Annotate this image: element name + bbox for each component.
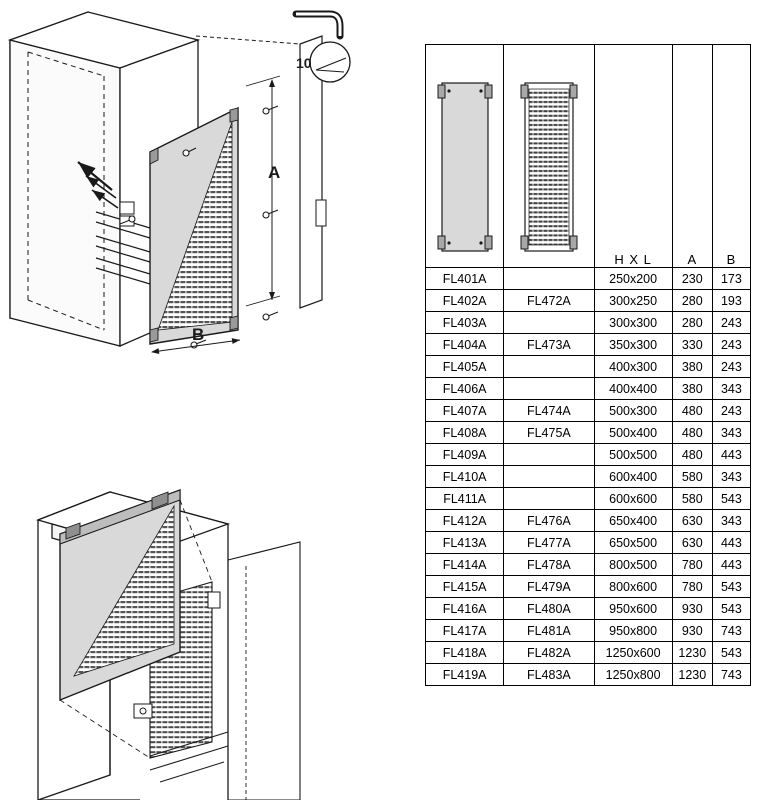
table-row[interactable] <box>426 598 751 620</box>
cell-ref1: FL407A <box>426 400 504 422</box>
cell-size: 500x500 <box>594 444 672 466</box>
cell-size: 800x500 <box>594 554 672 576</box>
label-dimension-a: A <box>268 163 281 182</box>
cell-size: 300x250 <box>594 290 672 312</box>
cell-ref1: FL408A <box>426 422 504 444</box>
header-b-label: B <box>712 45 750 268</box>
cell-ref1: FL416A <box>426 598 504 620</box>
cell-size: 650x400 <box>594 510 672 532</box>
cell-ref2 <box>504 268 594 290</box>
cell-b: 343 <box>712 466 750 488</box>
cell-ref2: FL483A <box>504 664 594 686</box>
cell-ref2: FL479A <box>504 576 594 598</box>
cell-ref2: FL475A <box>504 422 594 444</box>
cell-a: 280 <box>672 290 712 312</box>
cell-a: 780 <box>672 554 712 576</box>
cell-b: 343 <box>712 510 750 532</box>
cell-ref2: FL480A <box>504 598 594 620</box>
cell-size: 400x300 <box>594 356 672 378</box>
cell-size: 600x400 <box>594 466 672 488</box>
cell-size: 950x800 <box>594 620 672 642</box>
cell-ref2 <box>504 356 594 378</box>
cell-ref1: FL410A <box>426 466 504 488</box>
table-row[interactable] <box>426 400 751 422</box>
bottom-enclosure-illustration <box>38 490 300 800</box>
cell-size: 300x300 <box>594 312 672 334</box>
cell-size: 950x600 <box>594 598 672 620</box>
cell-size: 250x200 <box>594 268 672 290</box>
cell-b: 443 <box>712 532 750 554</box>
cell-size: 500x400 <box>594 422 672 444</box>
cell-ref2: FL476A <box>504 510 594 532</box>
cell-ref1: FL419A <box>426 664 504 686</box>
cell-a: 930 <box>672 598 712 620</box>
cell-b: 243 <box>712 356 750 378</box>
cell-ref2: FL477A <box>504 532 594 554</box>
cell-ref1: FL404A <box>426 334 504 356</box>
table-row[interactable] <box>426 466 751 488</box>
cell-a: 380 <box>672 356 712 378</box>
cell-b: 443 <box>712 444 750 466</box>
spec-table-container <box>425 44 755 686</box>
cell-size: 1250x600 <box>594 642 672 664</box>
table-row[interactable] <box>426 268 751 290</box>
cell-ref2 <box>504 312 594 334</box>
cell-a: 780 <box>672 576 712 598</box>
cell-size: 350x300 <box>594 334 672 356</box>
cell-ref2 <box>504 488 594 510</box>
label-dimension-b: B <box>192 325 205 344</box>
cell-b: 343 <box>712 378 750 400</box>
cell-a: 380 <box>672 378 712 400</box>
cell-a: 280 <box>672 312 712 334</box>
table-row[interactable] <box>426 356 751 378</box>
table-row[interactable] <box>426 422 751 444</box>
table-header-image-row <box>426 45 751 268</box>
angle-value-label: 10 <box>296 55 312 71</box>
cell-ref1: FL415A <box>426 576 504 598</box>
cell-b: 173 <box>712 268 750 290</box>
cell-size: 650x500 <box>594 532 672 554</box>
header-size-label: H X L <box>594 45 672 268</box>
cell-ref1: FL405A <box>426 356 504 378</box>
cell-ref1: FL406A <box>426 378 504 400</box>
table-row[interactable] <box>426 532 751 554</box>
cell-b: 243 <box>712 312 750 334</box>
cell-b: 243 <box>712 334 750 356</box>
table-row[interactable] <box>426 620 751 642</box>
table-row[interactable] <box>426 290 751 312</box>
plain-plate-svg <box>436 77 494 257</box>
cell-ref2: FL478A <box>504 554 594 576</box>
header-perforated-plate-cell <box>504 45 594 268</box>
cell-ref1: FL402A <box>426 290 504 312</box>
cell-b: 743 <box>712 620 750 642</box>
cell-ref2: FL481A <box>504 620 594 642</box>
table-row[interactable] <box>426 444 751 466</box>
cell-b: 543 <box>712 576 750 598</box>
cell-ref1: FL401A <box>426 268 504 290</box>
cell-ref1: FL413A <box>426 532 504 554</box>
cell-a: 480 <box>672 422 712 444</box>
table-row[interactable] <box>426 510 751 532</box>
cell-ref2: FL474A <box>504 400 594 422</box>
header-plain-plate-cell <box>426 45 504 268</box>
cell-size: 1250x800 <box>594 664 672 686</box>
cell-size: 400x400 <box>594 378 672 400</box>
cell-a: 480 <box>672 444 712 466</box>
table-row[interactable] <box>426 334 751 356</box>
cell-size: 600x600 <box>594 488 672 510</box>
cell-ref2 <box>504 466 594 488</box>
table-row[interactable] <box>426 664 751 686</box>
cell-ref1: FL412A <box>426 510 504 532</box>
cell-b: 543 <box>712 488 750 510</box>
cell-b: 243 <box>712 400 750 422</box>
cell-ref1: FL414A <box>426 554 504 576</box>
table-row[interactable] <box>426 488 751 510</box>
table-row[interactable] <box>426 312 751 334</box>
cell-a: 480 <box>672 400 712 422</box>
cell-ref2: FL482A <box>504 642 594 664</box>
cell-b: 343 <box>712 422 750 444</box>
cell-ref1: FL417A <box>426 620 504 642</box>
table-row[interactable] <box>426 576 751 598</box>
cell-a: 230 <box>672 268 712 290</box>
cell-ref2: FL473A <box>504 334 594 356</box>
cell-b: 443 <box>712 554 750 576</box>
table-row[interactable] <box>426 554 751 576</box>
cell-ref2: FL472A <box>504 290 594 312</box>
cell-b: 193 <box>712 290 750 312</box>
cell-ref2 <box>504 444 594 466</box>
table-row[interactable] <box>426 378 751 400</box>
cell-size: 800x600 <box>594 576 672 598</box>
cell-ref1: FL403A <box>426 312 504 334</box>
header-a-label: A <box>672 45 712 268</box>
cell-b: 543 <box>712 642 750 664</box>
cell-ref2 <box>504 378 594 400</box>
mounting-plate-spec-table <box>425 44 751 686</box>
cell-b: 543 <box>712 598 750 620</box>
cell-a: 930 <box>672 620 712 642</box>
cell-a: 630 <box>672 532 712 554</box>
cell-size: 500x300 <box>594 400 672 422</box>
table-row[interactable] <box>426 642 751 664</box>
cell-a: 580 <box>672 466 712 488</box>
cell-ref1: FL411A <box>426 488 504 510</box>
plain-plate-image <box>426 67 503 267</box>
cell-a: 1230 <box>672 664 712 686</box>
cell-ref1: FL409A <box>426 444 504 466</box>
cell-a: 630 <box>672 510 712 532</box>
cell-a: 1230 <box>672 642 712 664</box>
cell-a: 580 <box>672 488 712 510</box>
cell-a: 330 <box>672 334 712 356</box>
cell-ref1: FL418A <box>426 642 504 664</box>
perforated-plate-image <box>504 67 593 267</box>
cell-b: 743 <box>712 664 750 686</box>
perforated-plate-svg <box>518 77 580 257</box>
